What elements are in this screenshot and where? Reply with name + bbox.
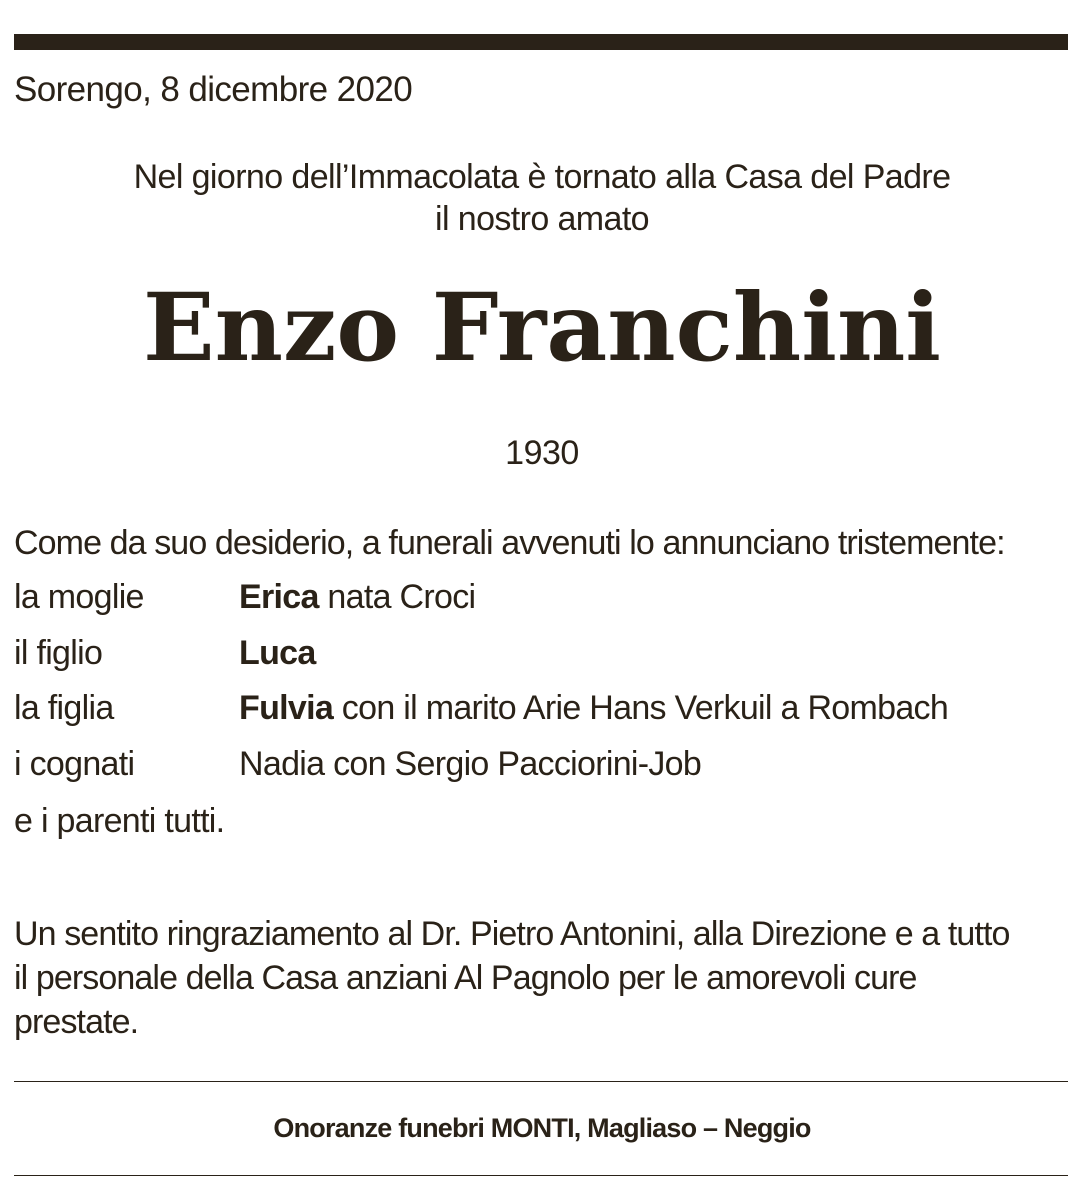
birth-year: 1930 [505,434,579,472]
relative-name: Fulvia [239,689,334,727]
thanks-line-1: Un sentito ringraziamento al Dr. Pietro Antonini, alla Direzione e a tutto [14,915,1010,953]
intro-line-1: Nel giorno dell’Immacolata è tornato alla Casa del Padre [133,158,951,196]
announcement: Come da suo desiderio, a funerali avvenuti lo annunciano tristemente: [14,524,1005,562]
relative-entry [239,634,316,673]
thanks-paragraph [14,912,1076,1044]
relative-name: Erica [239,578,319,616]
family-closing: e i parenti tutti. [14,802,225,840]
relation-label: i cognati [14,745,135,783]
relative-detail: con il marito Arie Hans Verkuil a Rombach [333,689,949,727]
thanks-line-2: il personale della Casa anziani Al Pagnolo per le amorevoli cure [14,959,917,997]
relative-entry [239,745,701,784]
relative-detail: nata Croci [318,578,476,616]
relation-label: la moglie [14,578,144,616]
relative-detail: Nadia con Sergio Pacciorini-Job [239,745,702,783]
place-date: Sorengo, 8 dicembre 2020 [14,70,413,109]
intro-line-2: il nostro amato [435,200,649,238]
relation-label: il figlio [14,634,103,672]
relative-entry [239,689,948,728]
footer-rule-bottom [14,1175,1068,1176]
thanks-line-3: prestate. [14,1003,139,1041]
funeral-home: Onoranze funebri MONTI, Magliaso – Neggio [273,1113,811,1143]
top-rule [14,34,1068,50]
deceased-name: Enzo Franchini [143,273,941,383]
relative-name: Luca [239,634,316,672]
relative-entry [239,578,475,617]
footer-rule-top [14,1081,1068,1082]
relation-label: la figlia [14,689,114,727]
